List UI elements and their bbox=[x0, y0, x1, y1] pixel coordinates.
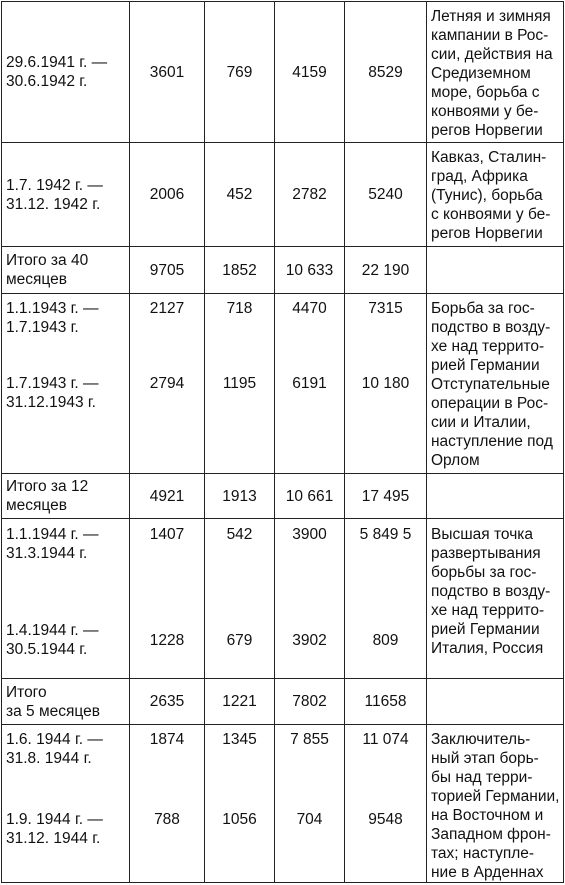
note-line: торией Германии, bbox=[431, 788, 560, 805]
value-line: 1056 bbox=[222, 811, 257, 828]
note-line: бы над терри- bbox=[431, 769, 533, 786]
value-cell: 1852 bbox=[205, 247, 275, 294]
note-line: рией Германии bbox=[431, 357, 540, 374]
period-line: 1.7. 1942 г. — bbox=[6, 176, 103, 194]
value-line: 704 bbox=[296, 811, 323, 828]
note-cell bbox=[427, 143, 564, 247]
period-line: 1.9. 1944 г. — bbox=[6, 811, 103, 828]
value-cell bbox=[275, 725, 345, 883]
value-line: 1407 bbox=[149, 526, 185, 543]
period-line: 30.6.1942 г. bbox=[6, 73, 88, 90]
table-row bbox=[2, 519, 564, 679]
note-cell bbox=[427, 247, 564, 294]
note-line: на Восточном и bbox=[431, 807, 544, 824]
period-cell bbox=[2, 294, 130, 474]
value-cell bbox=[130, 725, 205, 883]
value-line: 11 074 bbox=[362, 731, 409, 748]
note-cell bbox=[427, 294, 564, 474]
value-cell: 1221 bbox=[205, 679, 275, 725]
period-cell bbox=[2, 2, 130, 143]
table-row bbox=[2, 247, 564, 294]
value-line: 718 bbox=[226, 300, 253, 317]
value-line: 7 855 bbox=[290, 731, 329, 748]
period-line: 31.3.1944 г. bbox=[6, 545, 88, 562]
note-line: сии, действия на bbox=[431, 46, 553, 63]
value-cell: 769 bbox=[205, 2, 275, 143]
note-line: Летняя и зимняя bbox=[431, 8, 551, 25]
note-line: конвоями у бе- bbox=[431, 103, 539, 120]
period-cell bbox=[2, 474, 130, 519]
note-cell bbox=[427, 474, 564, 519]
note-line: Отступательные bbox=[431, 376, 550, 393]
period-line: 1.1.1943 г. — bbox=[6, 300, 99, 317]
note-line: сии и Италии, bbox=[431, 414, 531, 431]
note-line: с конвоями у бе- bbox=[431, 206, 551, 223]
value-cell: 7802 bbox=[275, 679, 345, 725]
period-line: 1.1.1944 г. — bbox=[6, 526, 99, 543]
value-line: 9548 bbox=[368, 811, 403, 828]
note-line: Орлом bbox=[431, 452, 480, 469]
note-line: хе над террито- bbox=[431, 602, 545, 619]
note-line: развертывания bbox=[431, 545, 541, 562]
note-line: ный этап борь- bbox=[431, 750, 539, 767]
note-line: подство в возду- bbox=[431, 583, 551, 600]
value-cell: 4159 bbox=[275, 2, 345, 143]
note-line: регов Норвегии bbox=[431, 225, 543, 242]
value-cell bbox=[345, 725, 427, 883]
value-line: 3902 bbox=[292, 632, 327, 649]
value-cell: 5240 bbox=[345, 143, 427, 247]
note-line: тах; наступле- bbox=[431, 845, 535, 862]
value-line: 4470 bbox=[292, 300, 327, 317]
note-line: Средиземном bbox=[431, 65, 531, 82]
note-line: операции в Рос- bbox=[431, 395, 549, 412]
value-cell bbox=[275, 294, 345, 474]
value-line: 1195 bbox=[222, 375, 257, 392]
period-line: Итого за 40 bbox=[6, 252, 89, 269]
period-line: 30.5.1944 г. bbox=[6, 641, 88, 658]
value-line: 6191 bbox=[292, 375, 327, 392]
value-line: 679 bbox=[226, 632, 253, 649]
value-cell bbox=[205, 294, 275, 474]
value-cell: 11658 bbox=[345, 679, 427, 725]
period-line: 1.4.1944 г. — bbox=[6, 622, 99, 639]
value-cell bbox=[345, 519, 427, 679]
value-line: 2794 bbox=[149, 375, 185, 392]
period-line: 29.6.1941 г. — bbox=[6, 54, 108, 71]
note-line: море, борьба с bbox=[431, 84, 540, 101]
note-line: наступление под bbox=[431, 433, 553, 450]
value-cell: 22 190 bbox=[345, 247, 427, 294]
period-line: за 5 месяцев bbox=[6, 702, 100, 720]
value-line: 1874 bbox=[149, 731, 185, 748]
period-line: 31.8. 1944 г. bbox=[6, 750, 92, 767]
value-cell: 10 633 bbox=[275, 247, 345, 294]
note-cell bbox=[427, 2, 564, 143]
note-line: Высшая точка bbox=[431, 526, 534, 543]
value-cell bbox=[130, 294, 205, 474]
note-line: Заключитель- bbox=[431, 731, 531, 748]
table-row bbox=[2, 143, 564, 247]
value-line: 542 bbox=[226, 526, 253, 543]
value-cell: 10 661 bbox=[275, 474, 345, 519]
table-row bbox=[2, 679, 564, 725]
period-line: 31.12. 1942 г. bbox=[6, 195, 101, 213]
value-cell bbox=[345, 294, 427, 474]
value-cell: 2006 bbox=[130, 143, 205, 247]
note-line: подство в возду- bbox=[431, 319, 551, 336]
period-line: Итого bbox=[6, 683, 47, 701]
note-line: рией Германии bbox=[431, 621, 540, 638]
period-line: 1.7.1943 г. bbox=[6, 319, 79, 336]
value-cell bbox=[275, 519, 345, 679]
value-cell bbox=[205, 519, 275, 679]
value-cell: 9705 bbox=[130, 247, 205, 294]
period-line: 1.6. 1944 г. — bbox=[6, 731, 103, 748]
value-cell: 8529 bbox=[345, 2, 427, 143]
value-cell bbox=[205, 725, 275, 883]
table-row bbox=[2, 474, 564, 519]
value-cell bbox=[130, 519, 205, 679]
value-line: 7315 bbox=[368, 300, 403, 317]
value-cell: 3601 bbox=[130, 2, 205, 143]
period-cell bbox=[2, 679, 130, 725]
note-cell bbox=[427, 519, 564, 679]
note-line: хе над террито- bbox=[431, 338, 545, 355]
period-line: Итого за 12 bbox=[6, 478, 89, 495]
period-cell bbox=[2, 725, 130, 883]
value-cell: 4921 bbox=[130, 474, 205, 519]
note-line: град, Африка bbox=[431, 168, 528, 185]
note-cell bbox=[427, 679, 564, 725]
value-line: 5 849 5 bbox=[359, 526, 412, 543]
note-line: кампании в Рос- bbox=[431, 27, 549, 44]
note-line: (Тунис), борьба bbox=[431, 187, 543, 204]
note-line: Борьба за гос- bbox=[431, 300, 535, 317]
value-line: 10 180 bbox=[361, 375, 410, 392]
note-line: ние в Арденнах bbox=[431, 864, 544, 881]
value-cell: 452 bbox=[205, 143, 275, 247]
period-cell bbox=[2, 143, 130, 247]
period-cell bbox=[2, 247, 130, 294]
period-line: 31.12.1943 г. bbox=[6, 394, 96, 411]
value-cell: 2782 bbox=[275, 143, 345, 247]
note-line: регов Норвегии bbox=[431, 122, 543, 139]
period-line: 1.7.1943 г. — bbox=[6, 375, 99, 392]
value-line: 2127 bbox=[149, 300, 185, 317]
table-row bbox=[2, 2, 564, 143]
note-line: Западном фрон- bbox=[431, 826, 551, 843]
value-line: 1345 bbox=[222, 731, 257, 748]
note-line: борьбы за гос- bbox=[431, 564, 537, 581]
value-cell: 17 495 bbox=[345, 474, 427, 519]
value-cell: 1913 bbox=[205, 474, 275, 519]
value-line: 1228 bbox=[149, 632, 185, 649]
note-cell bbox=[427, 725, 564, 883]
period-line: месяцев bbox=[6, 497, 67, 514]
value-line: 809 bbox=[372, 632, 399, 649]
table-row bbox=[2, 725, 564, 883]
value-line: 3900 bbox=[292, 526, 327, 543]
note-line: Кавказ, Сталин- bbox=[431, 149, 547, 166]
value-line: 788 bbox=[154, 811, 180, 828]
period-line: месяцев bbox=[6, 271, 67, 288]
note-line: Италия, Россия bbox=[431, 640, 544, 657]
losses-table bbox=[1, 1, 564, 883]
period-cell bbox=[2, 519, 130, 679]
period-line: 31.12. 1944 г. bbox=[6, 830, 101, 847]
table-row bbox=[2, 294, 564, 474]
value-cell: 2635 bbox=[130, 679, 205, 725]
